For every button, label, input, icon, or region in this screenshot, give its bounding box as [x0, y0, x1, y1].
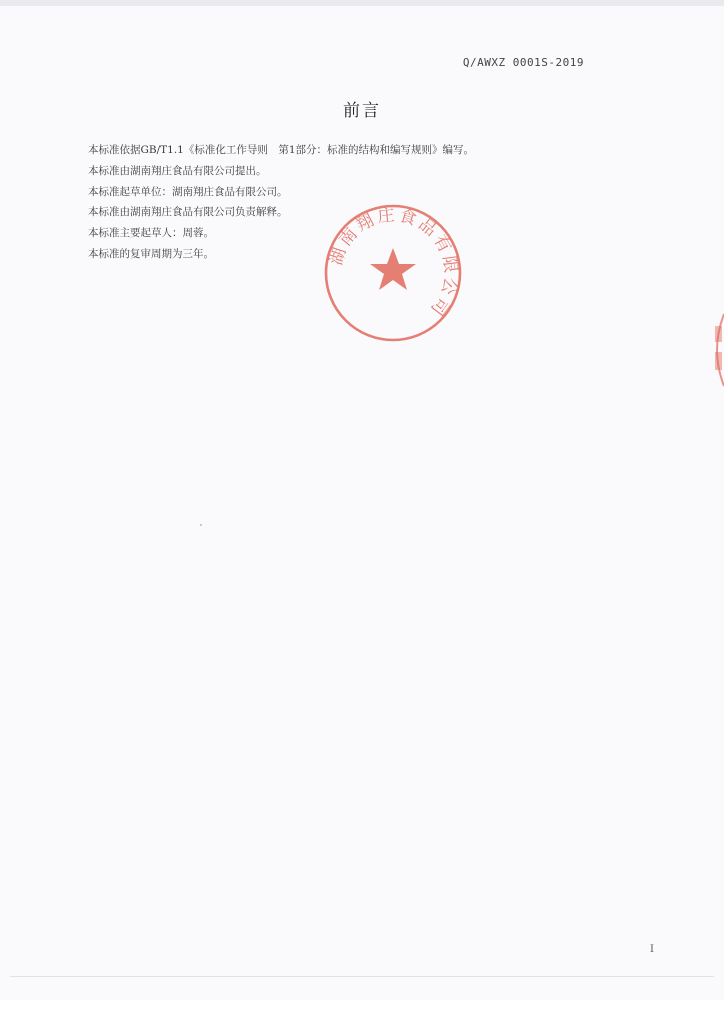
page-margin — [0, 1000, 724, 1024]
foreword-line: 本标准起草单位：湖南翔庄食品有限公司。 — [88, 185, 288, 198]
foreword-line: 本标准的复审周期为三年。 — [88, 247, 214, 260]
foreword-line: 本标准主要起草人：周蓉。 — [88, 227, 214, 240]
foreword-line: 本标准由湖南翔庄食品有限公司提出。 — [88, 164, 267, 177]
standard-code: Q/AWXZ 0001S-2019 — [462, 56, 584, 69]
foreword-line: 本标准依据GB/T1.1《标准化工作导则 第1部分：标准的结构和编写规则》编写。 — [88, 144, 475, 156]
star-icon — [370, 248, 416, 290]
scan-edge — [0, 0, 724, 6]
page-number: I — [650, 944, 654, 955]
svg-text:湖南翔庄食品有限公司: 湖南翔庄食品有限公司 — [326, 205, 461, 322]
company-seal — [322, 202, 464, 344]
partial-seal-edge — [706, 312, 724, 388]
scan-edge-bottom — [10, 976, 714, 977]
page-title: 前言 — [343, 101, 381, 121]
foreword-line: 本标准由湖南翔庄食品有限公司负责解释。 — [88, 206, 288, 219]
scan-speck — [200, 524, 202, 526]
